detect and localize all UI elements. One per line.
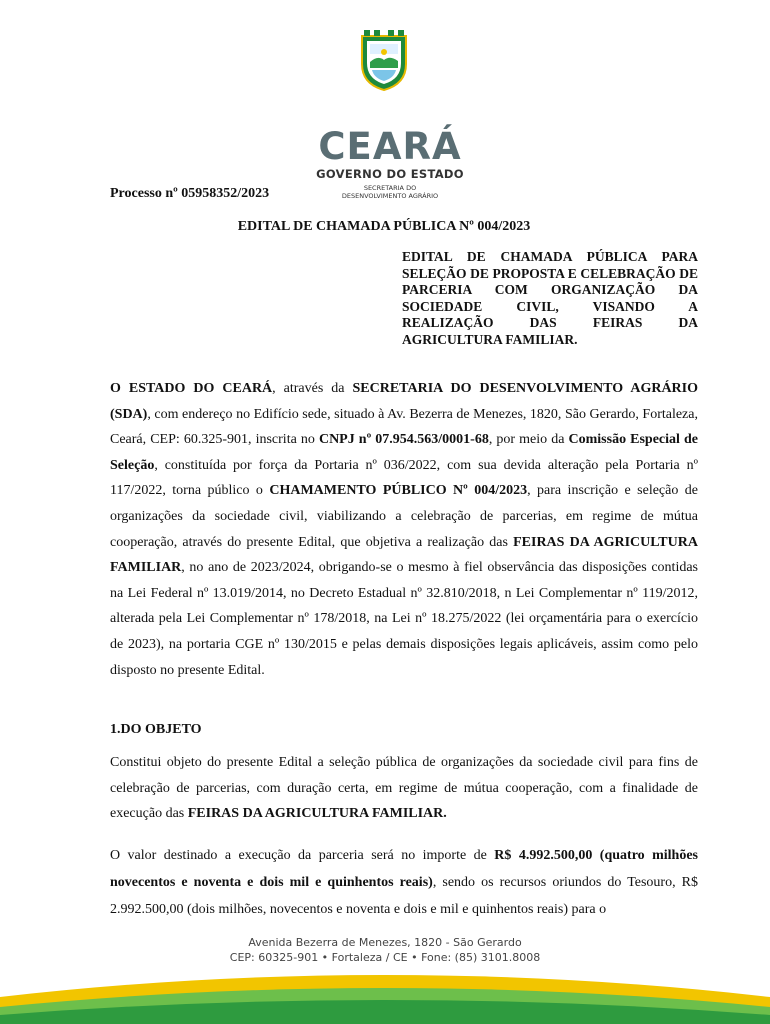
edital-title: EDITAL DE CHAMADA PÚBLICA Nº 004/2023 xyxy=(237,219,531,234)
logo-secretaria xyxy=(310,184,470,200)
processo-number: Processo nº 05958352/2023 xyxy=(110,186,270,201)
section-heading-objeto: 1.DO OBJETO xyxy=(110,722,202,737)
objeto-paragraph: Constitui objeto do presente Edital a seleção pública de organizações da sociedade civil para fins de celebração de parcerias, com duração certa, em regime de mútua cooperação, com a finalidade de execução das FEIRAS DA AGRICULTURA FAMILIAR. xyxy=(110,755,698,822)
valor-paragraph: O valor destinado a execução da parceria será no importe de R$ 4.992.500,00 (quatro milhões novecentos e noventa e dois mil e quinhentos reais), sendo os recursos oriundos do Tesouro, R$ 2.992.500,00 (dois milhões, novecentos e noventa e dois e mil e quinhentos reais) para o xyxy=(110,848,698,917)
ceara-coat-of-arms-icon xyxy=(358,30,410,92)
logo-secretaria-line2: DESENVOLVIMENTO AGRÁRIO xyxy=(341,192,439,200)
logo-subtitle: GOVERNO DO ESTADO xyxy=(316,167,464,181)
footer-address: Avenida Bezerra de Menezes, 1820 - São Gerardo xyxy=(248,936,522,949)
logo-title: CEARÁ xyxy=(318,125,462,168)
logo-secretaria-line1: SECRETARIA DO xyxy=(363,184,417,192)
footer-contact: CEP: 60325-901 • Fortaleza / CE • Fone: (85) 3101.8008 xyxy=(229,951,541,964)
edital-ementa: EDITAL DE CHAMADA PÚBLICA PARA SELEÇÃO DE PROPOSTA E CELEBRAÇÃO DE PARCERIA COM ORGANIZAÇÃO DA SOCIEDADE CIVIL, VISANDO A REALIZAÇÃO DAS FEIRAS DA AGRICULTURA FAMILIAR. xyxy=(402,249,698,347)
intro-paragraph: O ESTADO DO CEARÁ, através da SECRETARIA DO DESENVOLVIMENTO AGRÁRIO (SDA), com endereço no Edifício sede, situado à Av. Bezerra de Menezes, 1820, São Gerardo, Fortaleza, Ceará, CEP: 60.325-901, inscrita no CNPJ nº 07.954.563/0001-68, por meio da Comissão Especial de Seleção, constituída por força da Portaria nº 036/2022, com sua devida alteração pela Portaria nº 117/2022, torna público o CHAMAMENTO PÚBLICO Nº 004/2023, para inscrição e seleção de organizações da sociedade civil, viabilizando a celebração de parcerias, em regime de mútua cooperação, através do presente Edital, que objetiva a realização das FEIRAS DA AGRICULTURA FAMILIAR, no ano de 2023/2024, obrigando-se o mesmo à fiel observância das disposições contidas na Lei Federal nº 13.019/2014, no Decreto Estadual nº 32.810/2018, n Lei Complementar nº 119/2012, alterada pela Lei Complementar nº 178/2018, na Lei nº 18.275/2022 (lei orçamentária para o exercício de 2023), na portaria CGE nº 130/2015 e pelas demais disposições legais aplicáveis, assim como pelo disposto no presente Edital. xyxy=(110,381,699,678)
